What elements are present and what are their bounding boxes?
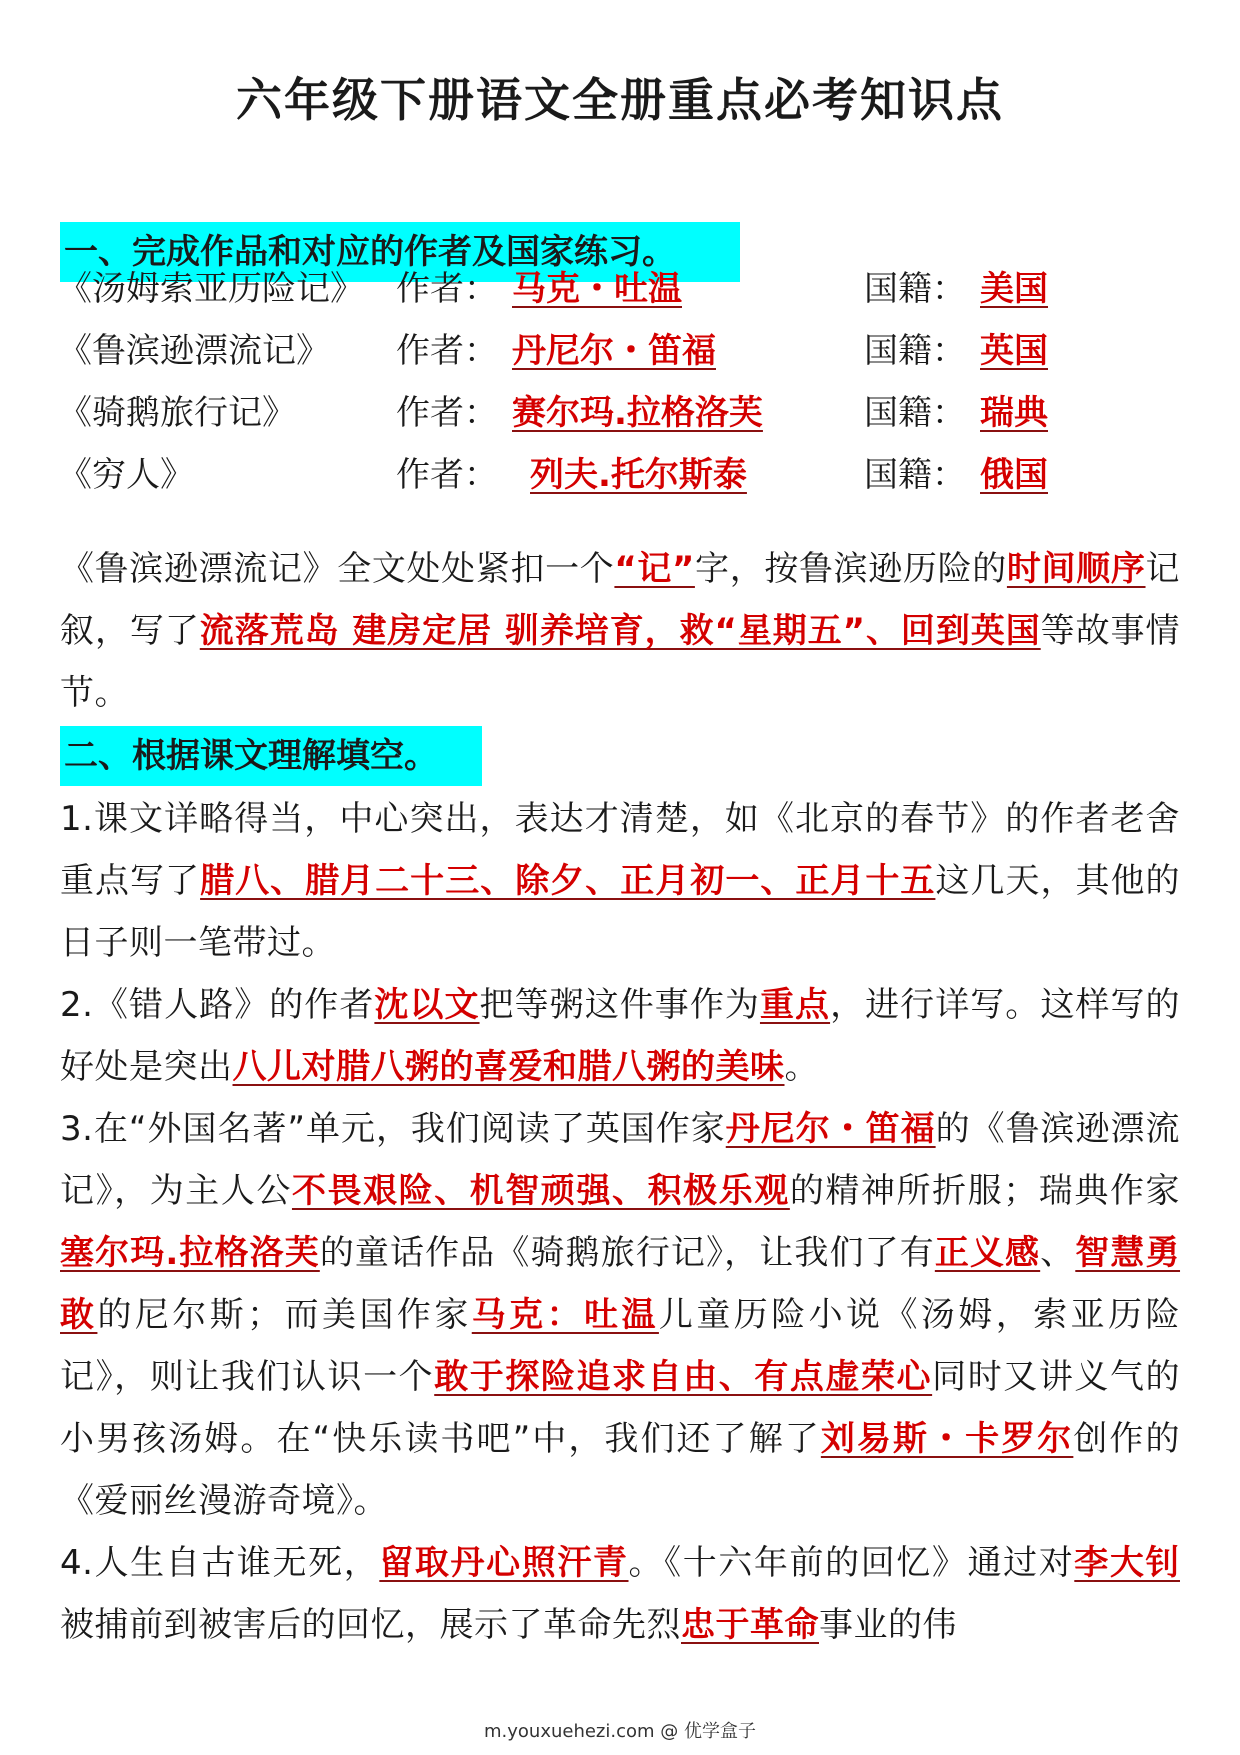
answer: 正义感 — [934, 1233, 1041, 1273]
text: 儿童历险小说《汤姆，索亚历险记》，则让我们认识一个 — [60, 1295, 1181, 1397]
answer: 忠于革命 — [681, 1605, 819, 1645]
text: 1.课文详略得当，中心突出，表达才清楚，如《北京的春节》的作者老舍重点写了 — [60, 799, 1180, 901]
country-label: 国籍： — [864, 455, 966, 495]
country-label: 国籍： — [864, 331, 966, 371]
book-title: 《汤姆索亚历险记》 — [58, 269, 364, 309]
author-answer: 列夫.托尔斯泰 — [530, 455, 747, 495]
country-answer: 英国 — [980, 331, 1048, 371]
item-2 — [60, 974, 1180, 1098]
footer-watermark: m.youxuehezi.com @ 优学盒子 — [483, 1721, 756, 1742]
answer: 沈以文 — [374, 985, 480, 1025]
table-row — [0, 258, 1240, 320]
answer: 不畏艰险、机智顽强、积极乐观 — [291, 1171, 790, 1211]
text: 字，按鲁滨逊历险的 — [694, 549, 1007, 589]
answer: 流落荒岛 建房定居 驯养培育，救“星期五”、回到英国 — [199, 611, 1041, 651]
section-heading-1: 一、完成作品和对应的作者及国家练习。 — [60, 222, 740, 282]
answer: 重点 — [759, 985, 831, 1025]
text: 把等粥这件事作为 — [479, 985, 760, 1025]
paragraph-robinson — [60, 538, 1180, 724]
author-label: 作者： — [396, 455, 498, 495]
text: 同时又讲义气的小男孩汤姆。在“快乐读书吧”中，我们还了解了 — [60, 1357, 1181, 1459]
text: 的《鲁滨逊漂流记》，为主人公 — [60, 1109, 1180, 1211]
answer: 李大钊 — [1074, 1543, 1180, 1583]
book-title: 《鲁滨逊漂流记》 — [58, 331, 330, 371]
answer: 刘易斯・卡罗尔 — [820, 1419, 1074, 1459]
country-answer: 美国 — [980, 269, 1048, 309]
text: 的尼尔斯；而美国作家 — [97, 1295, 472, 1335]
text: 3.在“外国名著”单元，我们阅读了英国作家 — [60, 1109, 726, 1149]
answer: 时间顺序 — [1006, 549, 1146, 589]
section-heading-2: 二、根据课文理解填空。 — [60, 726, 482, 786]
answer: 智慧勇敢 — [60, 1233, 1181, 1335]
text: 记叙，写了 — [60, 549, 1181, 651]
text: 这几天，其他的日子则一笔带过。 — [60, 861, 1181, 963]
text: 创作的《爱丽丝漫游奇境》。 — [60, 1419, 1181, 1521]
answer: 留取丹心照汗青 — [379, 1543, 629, 1583]
country-answer: 俄国 — [980, 455, 1048, 495]
answer: 敢于探险追求自由、有点虚荣心 — [434, 1357, 933, 1397]
text: 。 — [784, 1047, 819, 1087]
answer: “记” — [614, 549, 695, 589]
author-label: 作者： — [396, 269, 498, 309]
author-answer: 丹尼尔・笛福 — [512, 331, 716, 371]
country-answer: 瑞典 — [980, 393, 1048, 433]
author-label: 作者： — [396, 331, 498, 371]
item-3 — [60, 1098, 1180, 1532]
item-1 — [60, 788, 1180, 974]
table-row — [0, 382, 1240, 444]
text: 的精神所折服；瑞典作家 — [789, 1171, 1181, 1211]
page-title: 六年级下册语文全册重点必考知识点 — [236, 73, 1004, 127]
country-label: 国籍： — [864, 393, 966, 433]
table-row — [0, 444, 1240, 506]
table-row — [0, 320, 1240, 382]
answer: 八儿对腊八粥的喜爱和腊八粥的美味 — [232, 1047, 785, 1087]
text: 等故事情节。 — [60, 611, 1181, 713]
text: 被捕前到被害后的回忆，展示了革命先烈 — [60, 1605, 681, 1645]
author-answer: 赛尔玛.拉格洛芙 — [512, 393, 763, 433]
text: 《鲁滨逊漂流记》全文处处紧扣一个 — [60, 549, 615, 589]
text: 2.《错人路》的作者 — [60, 985, 375, 1025]
text: ，进行详写。这样写的好处是突出 — [60, 985, 1181, 1087]
text: 。《十六年前的回忆》通过对 — [628, 1543, 1075, 1583]
answer: 塞尔玛.拉格洛芙 — [60, 1233, 320, 1273]
answer: 丹尼尔・笛福 — [725, 1109, 936, 1149]
item-4 — [60, 1532, 1180, 1656]
text: 4.人生自古谁无死， — [60, 1543, 380, 1583]
book-title: 《穷人》 — [58, 455, 194, 495]
text: 事业的伟 — [819, 1605, 957, 1645]
author-label: 作者： — [396, 393, 498, 433]
text: 、 — [1040, 1233, 1076, 1273]
author-answer: 马克・吐温 — [512, 269, 682, 309]
answer: 腊八、腊月二十三、除夕、正月初一、正月十五 — [200, 861, 936, 901]
answer: 马克：吐温 — [471, 1295, 659, 1335]
country-label: 国籍： — [864, 269, 966, 309]
book-title: 《骑鹅旅行记》 — [58, 393, 296, 433]
text: 的童话作品《骑鹅旅行记》，让我们了有 — [319, 1233, 935, 1273]
